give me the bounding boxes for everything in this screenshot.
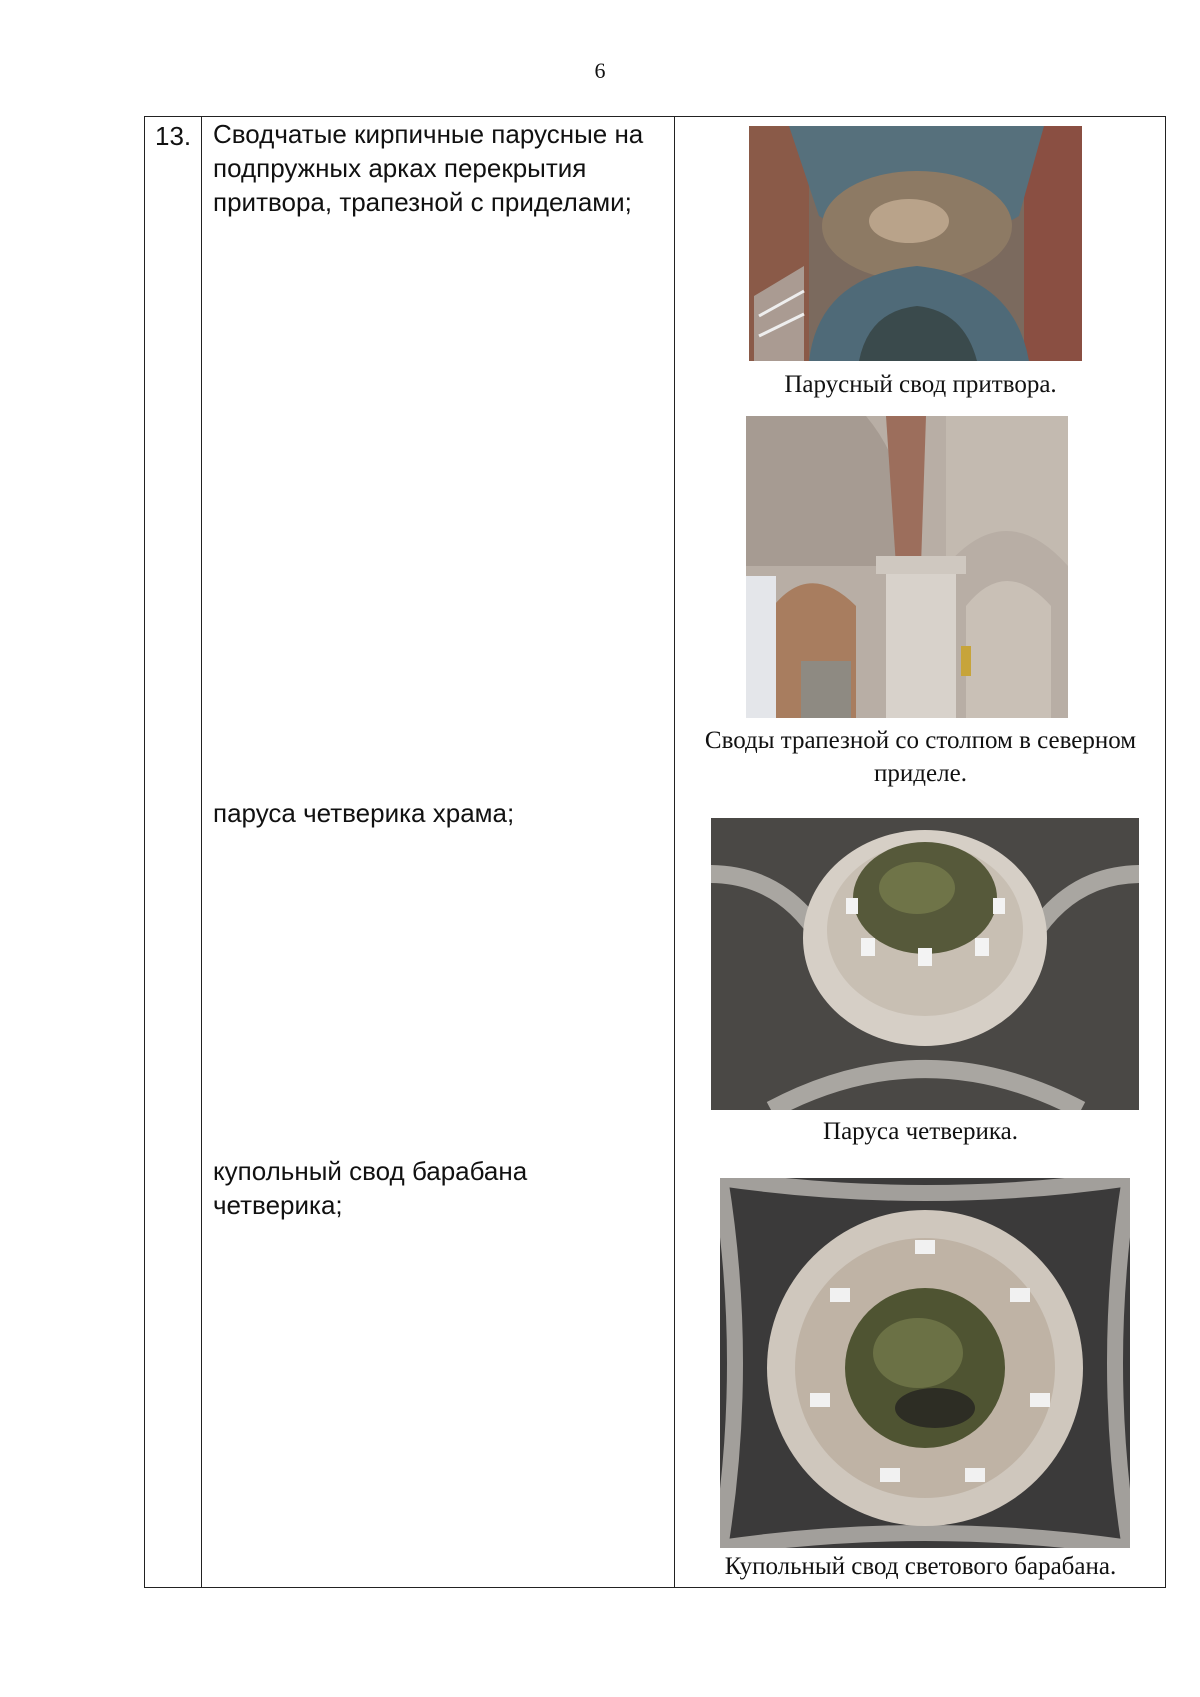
quadrangle-pendentives-photo [711, 818, 1139, 1110]
description-vaults: Сводчатые кирпичные парусные на подпружных арках перекрытия притвора, трапезной с приделами; [213, 119, 644, 217]
narthex-sail-vault-photo [749, 126, 1082, 361]
caption-dome: Купольный свод светового барабана. [724, 1553, 1117, 1580]
description-pendentives: паруса четверика храма; [213, 798, 515, 828]
caption-pendentives: Паруса четверика. [823, 1118, 1018, 1145]
features-table [144, 116, 1166, 1588]
drum-dome-vault-photo [720, 1178, 1130, 1548]
page-number: 6 [594, 58, 606, 83]
description-dome: купольный свод барабана четверика; [213, 1156, 528, 1220]
caption-narthex: Парусный свод притвора. [784, 371, 1057, 398]
refectory-vaults-pillar-photo [746, 416, 1068, 718]
row-number: 13. [155, 121, 192, 151]
column-divider-1 [201, 117, 202, 1587]
caption-refectory: Своды трапезной со столпом в северном приделе. [704, 727, 1137, 787]
column-divider-2 [674, 117, 675, 1587]
